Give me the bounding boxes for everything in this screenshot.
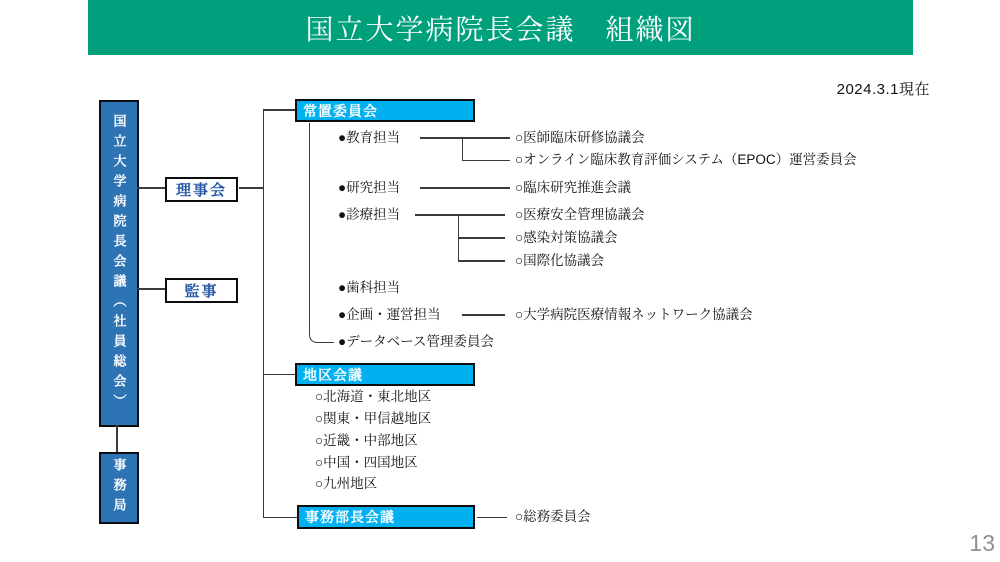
standing-item-education: ●教育担当 xyxy=(338,130,401,145)
connector-trunk-admin xyxy=(263,517,298,519)
secretariat-box xyxy=(99,452,139,524)
org-root-label: 国立大学病院長会議（社員総会） xyxy=(111,113,127,414)
standing-item-planning: ●企画・運営担当 xyxy=(338,307,441,322)
connector-trunk-standing xyxy=(263,109,296,111)
connector-education-child1 xyxy=(462,137,510,139)
auditor-box xyxy=(165,278,238,303)
connector-clinical-child3 xyxy=(458,260,505,262)
connector-clinical-child2 xyxy=(458,237,505,239)
admin-directors-label: 事務部長会議 xyxy=(305,509,395,525)
region-kanto-koshinetsu: ○関東・甲信越地区 xyxy=(315,411,432,426)
council-internationalization: ○国際化協議会 xyxy=(515,253,605,268)
region-hokkaido-tohoku: ○北海道・東北地区 xyxy=(315,389,432,404)
region-chugoku-shikoku: ○中国・四国地区 xyxy=(315,455,418,470)
connector-root-board xyxy=(137,187,165,189)
council-general-affairs: ○総務委員会 xyxy=(515,509,591,524)
council-clinical-research: ○臨床研究推進会議 xyxy=(515,180,632,195)
connector-main-trunk xyxy=(263,109,265,518)
board-label: 理事会 xyxy=(175,182,227,199)
connector-root-auditor xyxy=(137,288,165,290)
date-note: 2024.3.1現在 xyxy=(836,81,930,98)
standing-item-clinical: ●診療担当 xyxy=(338,207,401,222)
connector-research xyxy=(420,187,510,189)
board-box xyxy=(165,177,238,202)
standing-committee-box xyxy=(295,99,475,122)
connector-standing-elbow xyxy=(309,123,334,343)
council-epoc: ○オンライン臨床教育評価システム（EPOC）運営委員会 xyxy=(515,152,857,167)
secretariat-label: 事務局 xyxy=(111,458,127,518)
council-medical-safety: ○医療安全管理協議会 xyxy=(515,207,645,222)
header-bar xyxy=(88,0,913,55)
connector-root-secretariat xyxy=(116,425,118,452)
page-title: 国立大学病院長会議 組織図 xyxy=(305,13,696,45)
regional-meeting-box xyxy=(295,363,475,386)
connector-education xyxy=(420,137,462,139)
standing-item-dental: ●歯科担当 xyxy=(338,280,401,295)
regional-meeting-label: 地区会議 xyxy=(303,366,363,383)
council-infection-control: ○感染対策協議会 xyxy=(515,230,618,245)
connector-trunk-regional xyxy=(263,374,296,376)
auditor-label: 監事 xyxy=(184,283,219,300)
page-number: 13 xyxy=(969,530,995,556)
org-root-box xyxy=(99,100,139,427)
council-medical-info-network: ○大学病院医療情報ネットワーク協議会 xyxy=(515,307,753,322)
standing-item-research: ●研究担当 xyxy=(338,180,401,195)
region-kyushu: ○九州地区 xyxy=(315,476,378,491)
connector-clinical-child1 xyxy=(458,214,505,216)
connector-admin-general xyxy=(477,517,507,519)
council-clinical-training: ○医師臨床研修協議会 xyxy=(515,130,645,145)
connector-planning xyxy=(462,314,505,316)
region-kinki-chubu: ○近畿・中部地区 xyxy=(315,433,418,448)
connector-education-fork xyxy=(462,137,464,160)
connector-clinical xyxy=(415,214,458,216)
connector-board-trunk xyxy=(239,187,264,189)
standing-committee-label: 常置委員会 xyxy=(303,102,378,119)
admin-directors-box xyxy=(297,505,475,529)
connector-education-child2 xyxy=(462,160,510,162)
standing-item-database: ●データベース管理委員会 xyxy=(338,334,494,349)
